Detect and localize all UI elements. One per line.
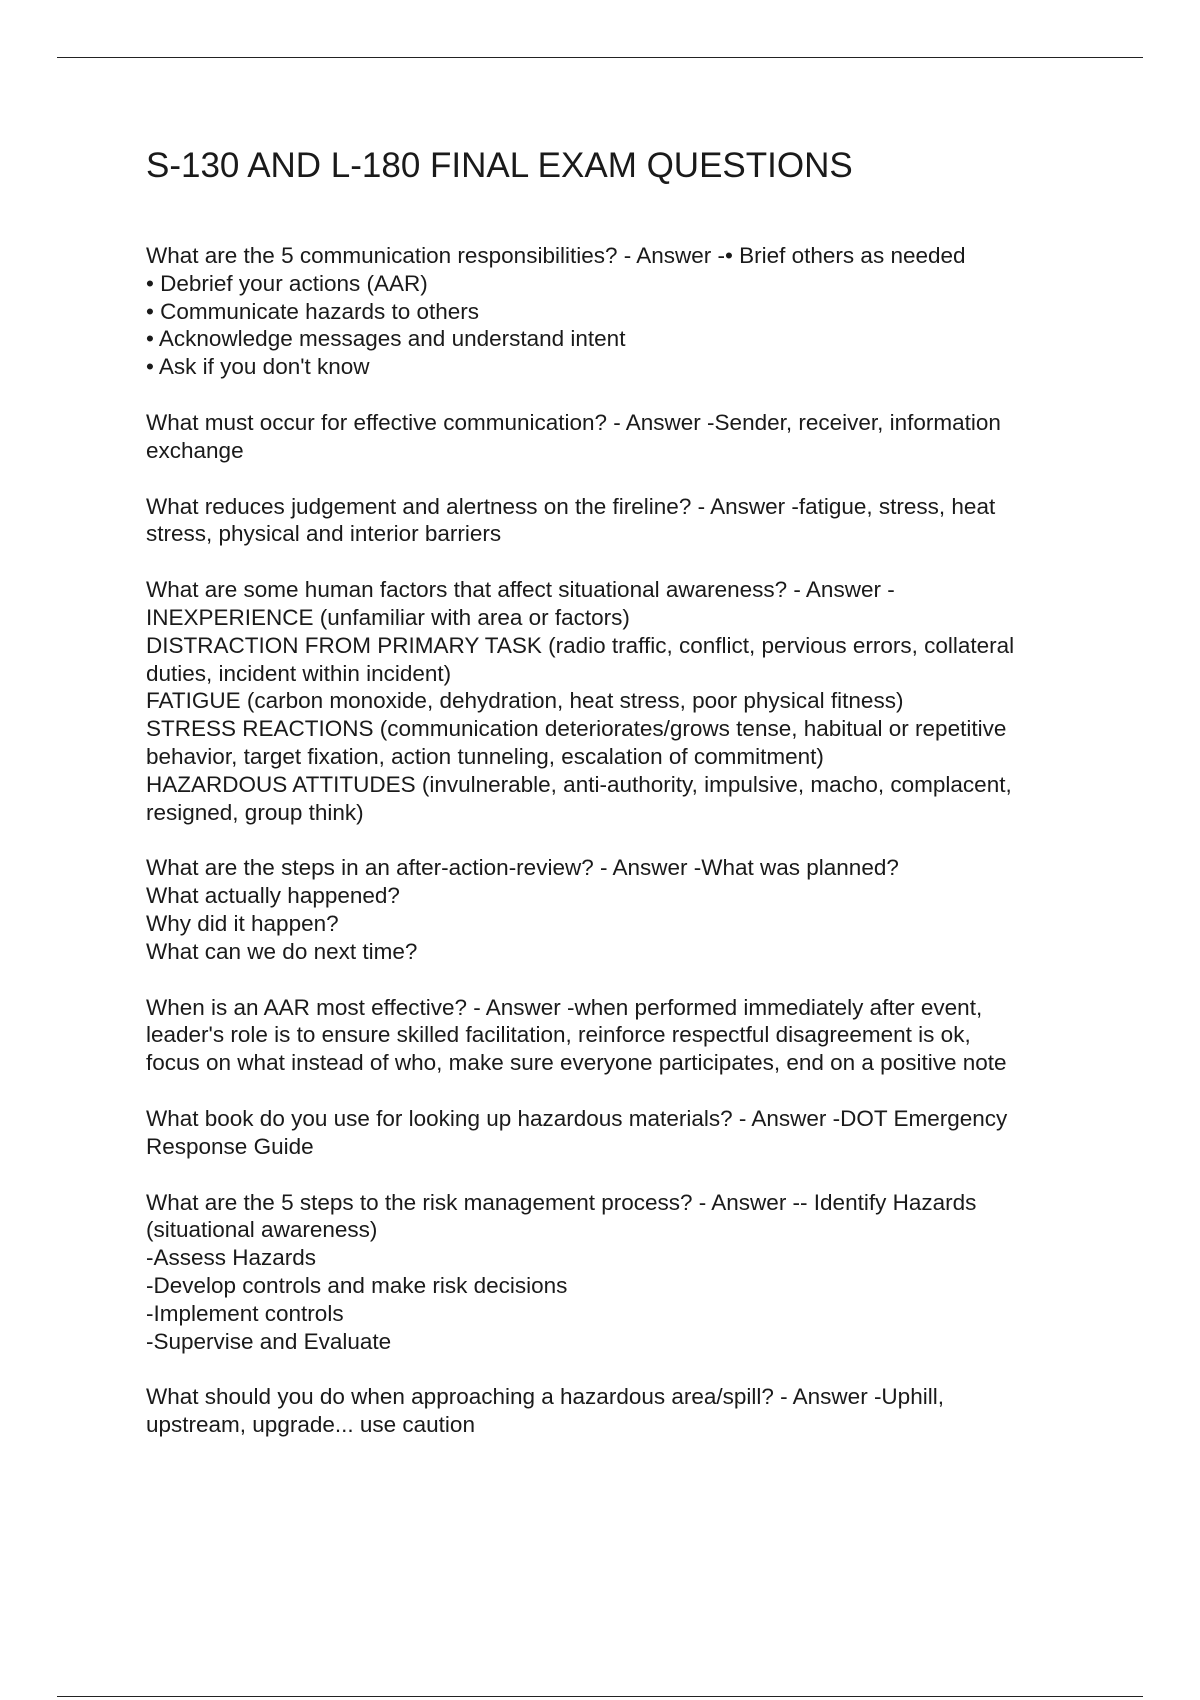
answer-line: • Ask if you don't know xyxy=(146,354,370,380)
qa-list xyxy=(146,242,1096,1467)
answer-line: Why did it happen? xyxy=(146,910,339,936)
question-line: What are the 5 steps to the risk management process? - Answer -- Identify Hazards xyxy=(146,1189,977,1215)
qa-item xyxy=(146,1105,1096,1161)
question-line: What are the steps in an after-action-review? - Answer -What was planned? xyxy=(146,855,899,881)
answer-line: -Implement controls xyxy=(146,1300,344,1326)
answer-line: duties, incident within incident) xyxy=(146,660,452,686)
answer-line: What can we do next time? xyxy=(146,938,418,964)
answer-line: FATIGUE (carbon monoxide, dehydration, heat stress, poor physical fitness) xyxy=(146,688,904,714)
question-line: What are the 5 communication responsibilities? - Answer -• Brief others as needed xyxy=(146,243,966,268)
question-line: What should you do when approaching a hazardous area/spill? - Answer -Uphill, xyxy=(146,1384,944,1410)
bottom-rule xyxy=(57,1696,1143,1697)
answer-line: (situational awareness) xyxy=(146,1217,378,1243)
answer-line: HAZARDOUS ATTITUDES (invulnerable, anti-authority, impulsive, macho, complacent, xyxy=(146,771,1012,797)
answer-line: exchange xyxy=(146,437,244,463)
qa-item xyxy=(146,493,1096,549)
page-title: S-130 AND L-180 FINAL EXAM QUESTIONS xyxy=(146,146,853,185)
question-line: What are some human factors that affect situational awareness? - Answer - xyxy=(146,577,895,603)
question-line: What must occur for effective communication? - Answer -Sender, receiver, information xyxy=(146,409,1001,435)
answer-line: Response Guide xyxy=(146,1133,314,1159)
answer-line: What actually happened? xyxy=(146,883,400,909)
qa-item xyxy=(146,1383,1096,1439)
answer-line: stress, physical and interior barriers xyxy=(146,521,502,547)
qa-item xyxy=(146,242,1096,381)
qa-item xyxy=(146,1189,1096,1356)
answer-line: • Communicate hazards to others xyxy=(146,298,480,324)
top-rule xyxy=(57,57,1143,58)
qa-item xyxy=(146,409,1096,465)
answer-line: • Debrief your actions (AAR) xyxy=(146,270,428,296)
qa-item xyxy=(146,576,1096,826)
qa-item xyxy=(146,994,1096,1077)
answer-line: upstream, upgrade... use caution xyxy=(146,1412,475,1438)
question-line: What reduces judgement and alertness on the fireline? - Answer -fatigue, stress, heat xyxy=(146,493,996,519)
answer-line: DISTRACTION FROM PRIMARY TASK (radio traffic, conflict, pervious errors, collateral xyxy=(146,632,1015,658)
answer-line: -Supervise and Evaluate xyxy=(146,1328,392,1354)
question-line: What book do you use for looking up hazardous materials? - Answer -DOT Emergency xyxy=(146,1105,1008,1131)
answer-line: -Develop controls and make risk decisions xyxy=(146,1272,568,1298)
answer-line: INEXPERIENCE (unfamiliar with area or factors) xyxy=(146,604,630,630)
answer-line: behavior, target fixation, action tunneling, escalation of commitment) xyxy=(146,743,824,769)
answer-line: focus on what instead of who, make sure everyone participates, end on a positive note xyxy=(146,1050,1007,1076)
qa-item xyxy=(146,854,1096,965)
answer-line: -Assess Hazards xyxy=(146,1245,317,1271)
answer-line: leader's role is to ensure skilled facilitation, reinforce respectful disagreement is ok, xyxy=(146,1022,971,1048)
answer-line: resigned, group think) xyxy=(146,799,364,825)
answer-line: STRESS REACTIONS (communication deteriorates/grows tense, habitual or repetitive xyxy=(146,716,1007,742)
question-line: When is an AAR most effective? - Answer -when performed immediately after event, xyxy=(146,994,983,1020)
answer-line: • Acknowledge messages and understand intent xyxy=(146,326,626,352)
